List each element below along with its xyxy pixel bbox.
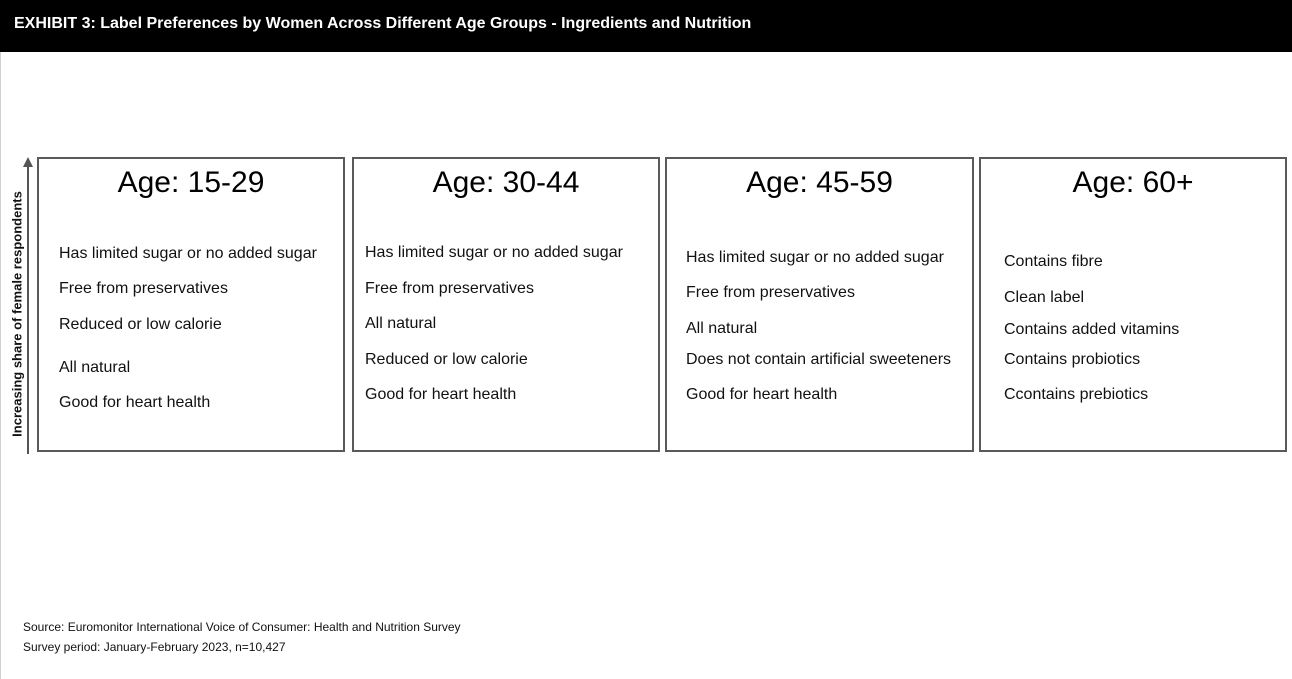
preference-item: Does not contain artificial sweeteners [686, 351, 952, 368]
age-group-title: Age: 45-59 [746, 166, 893, 199]
survey-period-note: Survey period: January-February 2023, n=10,427 [23, 640, 286, 654]
preference-item: Contains probiotics [1004, 351, 1141, 368]
preference-item: Contains added vitamins [1004, 321, 1180, 338]
axis-label: Increasing share of female respondents [9, 191, 25, 437]
age-group-title: Age: 30-44 [432, 166, 580, 199]
age-group-title: Age: 15-29 [117, 166, 265, 199]
preference-item: Has limited sugar or no added sugar [365, 244, 623, 261]
preference-item: Free from preservatives [59, 280, 228, 297]
age-group-box-15-29 [37, 157, 345, 452]
preference-item: Good for heart health [365, 386, 517, 403]
age-group-box-30-44 [352, 157, 660, 452]
preference-item: Contains fibre [1004, 253, 1103, 270]
preference-item: All natural [686, 320, 758, 337]
preference-item: Good for heart health [686, 386, 838, 403]
preference-item: Has limited sugar or no added sugar [59, 245, 317, 262]
age-group-box-45-59 [665, 157, 974, 452]
left-border [0, 52, 1, 679]
preference-item: Free from preservatives [365, 280, 534, 297]
preference-item: All natural [59, 359, 131, 376]
age-group-title: Age: 60+ [1072, 166, 1194, 199]
preference-item: Free from preservatives [686, 284, 855, 301]
age-group-box-60-plus [979, 157, 1287, 452]
preference-item: Reduced or low calorie [365, 351, 528, 368]
preference-item: Ccontains prebiotics [1004, 386, 1149, 403]
preference-item: Clean label [1004, 289, 1085, 306]
preference-item: Reduced or low calorie [59, 316, 222, 333]
axis-line [27, 166, 29, 454]
header-bar [0, 0, 1292, 52]
preference-item: Has limited sugar or no added sugar [686, 249, 944, 266]
preference-item: Good for heart health [59, 394, 211, 411]
preference-item: All natural [365, 315, 437, 332]
page-title: EXHIBIT 3: Label Preferences by Women Across Different Age Groups - Ingredients and Nutrition [14, 15, 752, 32]
source-note: Source: Euromonitor International Voice of Consumer: Health and Nutrition Survey [23, 620, 461, 634]
